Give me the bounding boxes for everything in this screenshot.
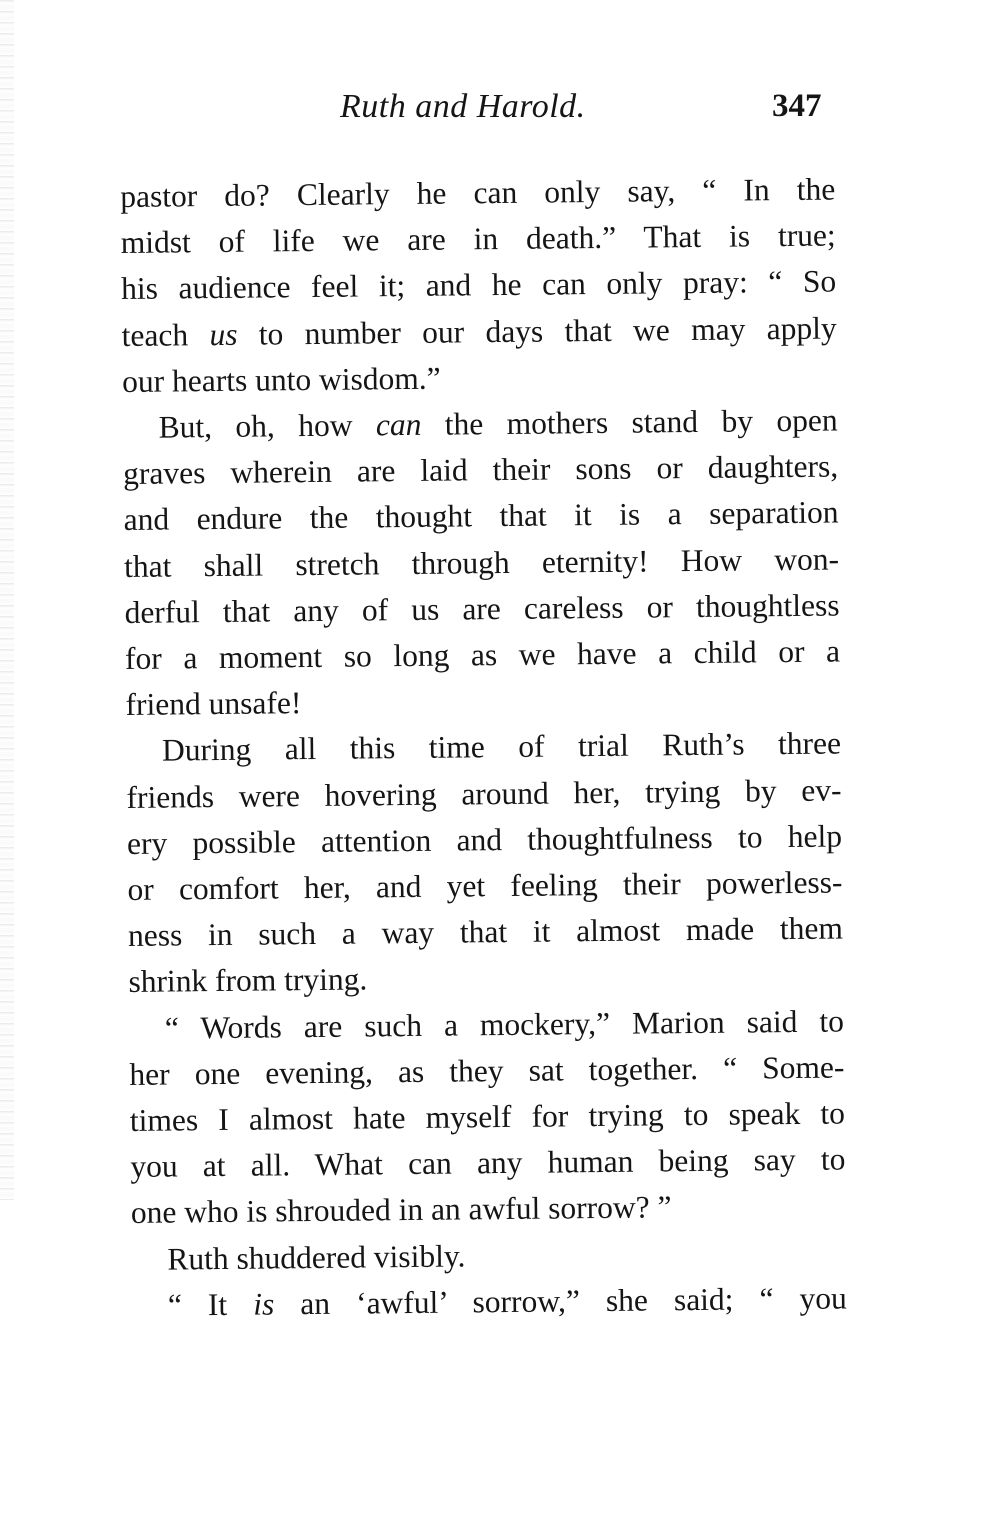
text-segment: But, oh, how [158,407,377,445]
text-segment: teach [121,316,210,353]
text-line: ery possible attention and thoughtfulness to help [126,818,843,861]
text-line: shrink from trying. [128,961,368,1000]
text-segment: an ‘awful’ sorrow,” she said; “ you [274,1280,847,1322]
text-line [122,398,837,452]
text-line: friend unsafe! [125,685,302,723]
text-line: her one evening, as they sat together. “ Some- [129,1049,845,1092]
text-segment: “ It [167,1286,254,1323]
text-line: ness in such a way that it almost made them [127,910,844,954]
text-segment: to number our days that we may apply [237,310,837,352]
text-line: friends were hovering around her, trying by ev- [126,772,842,815]
text-line: for a moment so long as we have a child or a [124,633,841,677]
text-line: midst of life we are in death.” That is true; [120,217,836,261]
text-line: you at all. What can any human being say to [130,1141,846,1185]
text-line: Ruth shuddered visibly. [167,1238,466,1277]
running-head: Ruth and Harold. [340,88,586,125]
text-line: pastor do? Clearly he can only say, “ In the [120,171,836,214]
emphasized-word: is [253,1286,275,1322]
text-line: times I almost hate myself for trying to speak to [129,1095,846,1139]
text-line: and endure the thought that it is a separation [123,494,839,538]
text-line: our hearts unto wisdom.” [121,360,441,399]
text-line [121,305,836,359]
text-line: his audience feel it; and he can only pray: “ So [121,263,837,307]
text-line: graves wherein are laid their sons or daughters, [122,448,839,492]
text-segment: the mothers stand by open [421,402,838,442]
text-line: one who is shrouded in an awful sorrow? ” [130,1189,672,1231]
text-line: “ Words are such a mockery,” Marion said to [164,1003,845,1046]
text-line: that shall stretch through eternity! How won- [123,541,840,584]
page-number: 347 [772,88,822,124]
text-line [132,1275,847,1329]
emphasized-word: can [375,406,422,443]
text-line: During all this time of trial Ruth’s three [161,725,842,769]
scanned-page-edge [0,0,14,1200]
text-line: derful that any of us are careless or thoughtless [124,587,840,630]
text-line: or comfort her, and yet feeling their powerless- [127,864,843,908]
body-text [120,167,847,1330]
emphasized-word: us [209,316,238,352]
